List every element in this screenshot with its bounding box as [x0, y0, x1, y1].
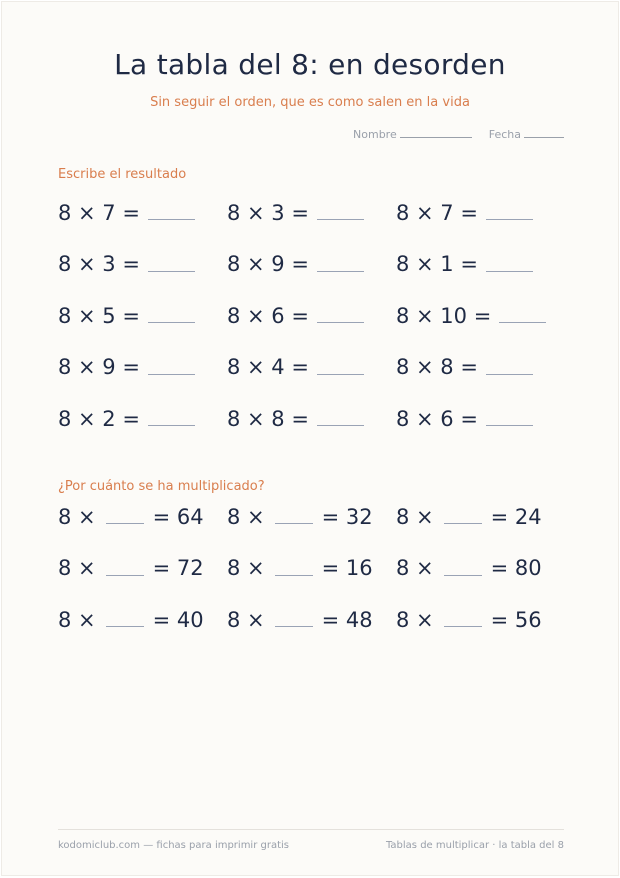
- problem-item: [396, 239, 565, 291]
- problem-item: [227, 239, 396, 291]
- factor-blank[interactable]: [275, 612, 313, 627]
- problem-prefix: 8 ×: [396, 607, 434, 632]
- problem-prefix: 8 ×: [227, 556, 265, 581]
- answer-blank[interactable]: [148, 360, 195, 375]
- name-line[interactable]: [400, 128, 472, 138]
- problem-item: [58, 290, 227, 342]
- factor-blank[interactable]: [106, 509, 144, 524]
- problem-text: 8 × 7 =: [396, 200, 478, 225]
- problem-item: [227, 342, 396, 394]
- results-grid: [58, 187, 578, 445]
- answer-blank[interactable]: [317, 257, 364, 272]
- answer-blank[interactable]: [148, 257, 195, 272]
- date-line[interactable]: [524, 128, 564, 138]
- answer-blank[interactable]: [486, 411, 533, 426]
- problem-text: 8 × 5 =: [58, 303, 140, 328]
- problem-item: [58, 393, 227, 445]
- problem-item: [58, 491, 227, 543]
- problem-result: = 64: [152, 504, 204, 529]
- footer-divider: [58, 829, 564, 830]
- problem-text: 8 × 1 =: [396, 252, 478, 277]
- problem-result: = 80: [490, 556, 542, 581]
- problem-item: [58, 543, 227, 595]
- factor-blank[interactable]: [444, 561, 482, 576]
- problem-text: 8 × 9 =: [227, 252, 309, 277]
- problem-prefix: 8 ×: [58, 556, 96, 581]
- problem-text: 8 × 7 =: [58, 200, 140, 225]
- footer-category: Tablas de multiplicar · la tabla del 8: [385, 840, 564, 851]
- problem-item: [396, 491, 565, 543]
- problem-item: [58, 187, 227, 239]
- page-subtitle: Sin seguir el orden, que es como salen en la vida: [150, 95, 470, 110]
- factor-blank[interactable]: [275, 561, 313, 576]
- problem-text: 8 × 3 =: [58, 252, 140, 277]
- answer-blank[interactable]: [148, 411, 195, 426]
- worksheet-page: [1, 1, 619, 876]
- problem-item: [227, 187, 396, 239]
- problem-item: [227, 543, 396, 595]
- problem-result: = 56: [490, 607, 542, 632]
- problem-result: = 32: [321, 504, 373, 529]
- problem-result: = 16: [321, 556, 373, 581]
- answer-blank[interactable]: [317, 205, 364, 220]
- section-label-results: Escribe el resultado: [58, 167, 187, 182]
- problem-prefix: 8 ×: [227, 504, 265, 529]
- factor-blank[interactable]: [444, 509, 482, 524]
- problem-text: 8 × 8 =: [396, 355, 478, 380]
- problem-text: 8 × 8 =: [227, 406, 309, 431]
- footer-site: kodomiclub.com — fichas para imprimir gratis: [58, 840, 290, 851]
- answer-blank[interactable]: [499, 308, 546, 323]
- answer-blank[interactable]: [317, 411, 364, 426]
- problem-item: [396, 393, 565, 445]
- problem-item: [396, 594, 565, 646]
- problem-text: 8 × 4 =: [227, 355, 309, 380]
- problem-text: 8 × 6 =: [227, 303, 309, 328]
- answer-blank[interactable]: [486, 205, 533, 220]
- answer-blank[interactable]: [317, 360, 364, 375]
- answer-blank[interactable]: [148, 205, 195, 220]
- problem-item: [227, 491, 396, 543]
- problem-result: = 24: [490, 504, 542, 529]
- problem-result: = 72: [152, 556, 204, 581]
- page-title: La tabla del 8: en desorden: [114, 48, 506, 81]
- problem-text: 8 × 3 =: [227, 200, 309, 225]
- name-label: Nombre: [353, 128, 397, 141]
- factor-blank[interactable]: [106, 561, 144, 576]
- missing-factor-grid: [58, 491, 578, 646]
- factor-blank[interactable]: [444, 612, 482, 627]
- problem-text: 8 × 2 =: [58, 406, 140, 431]
- problem-item: [227, 290, 396, 342]
- problem-prefix: 8 ×: [227, 607, 265, 632]
- problem-item: [396, 290, 565, 342]
- problem-prefix: 8 ×: [58, 607, 96, 632]
- problem-item: [58, 342, 227, 394]
- problem-item: [396, 543, 565, 595]
- problem-text: 8 × 6 =: [396, 406, 478, 431]
- problem-item: [227, 594, 396, 646]
- problem-item: [227, 393, 396, 445]
- name-date-fields: [353, 128, 564, 141]
- problem-result: = 40: [152, 607, 204, 632]
- problem-text: 8 × 10 =: [396, 303, 492, 328]
- answer-blank[interactable]: [317, 308, 364, 323]
- problem-prefix: 8 ×: [396, 556, 434, 581]
- answer-blank[interactable]: [148, 308, 195, 323]
- problem-item: [396, 342, 565, 394]
- factor-blank[interactable]: [106, 612, 144, 627]
- problem-prefix: 8 ×: [396, 504, 434, 529]
- factor-blank[interactable]: [275, 509, 313, 524]
- problem-text: 8 × 9 =: [58, 355, 140, 380]
- problem-item: [396, 187, 565, 239]
- problem-item: [58, 594, 227, 646]
- problem-result: = 48: [321, 607, 373, 632]
- answer-blank[interactable]: [486, 257, 533, 272]
- problem-item: [58, 239, 227, 291]
- section-label-missing-factor: ¿Por cuánto se ha multiplicado?: [58, 479, 265, 494]
- problem-prefix: 8 ×: [58, 504, 96, 529]
- answer-blank[interactable]: [486, 360, 533, 375]
- date-label: Fecha: [488, 128, 521, 141]
